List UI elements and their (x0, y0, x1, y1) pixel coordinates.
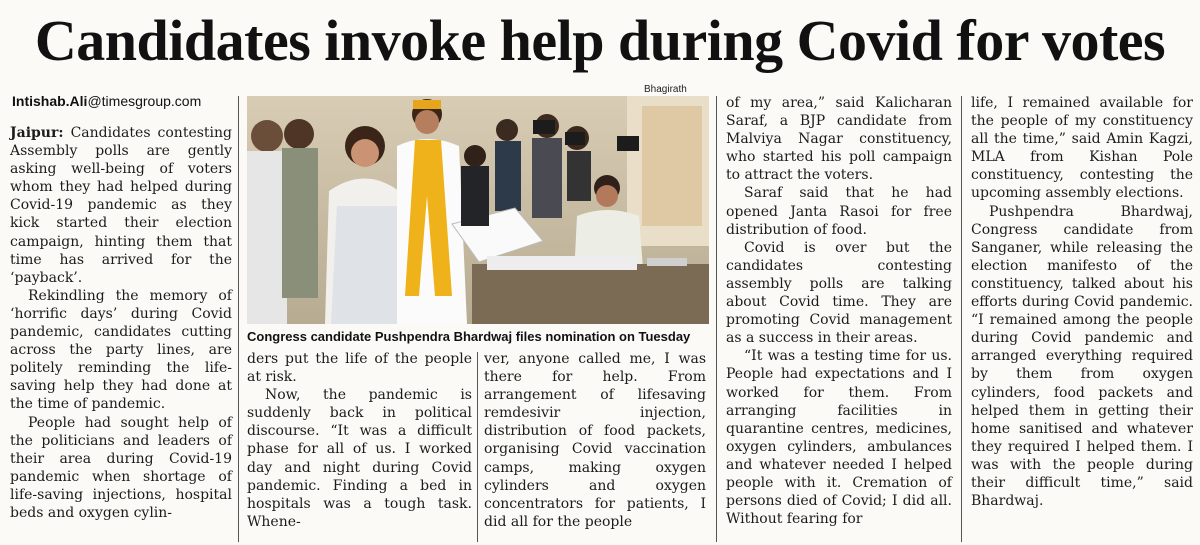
paragraph-text: Candidates contesting Assembly polls are gently asking well-being of voters whom they had helped during Covid-19 pandemic as they kick started their election campaign, hinting them that time has arrived for the ‘payback’. (10, 125, 232, 286)
paragraph: ders put the life of the people at risk. (247, 351, 472, 386)
byline-domain: @timesgroup.com (87, 93, 202, 109)
photo-caption: Congress candidate Pushpendra Bhardwaj files nomination on Tuesday (247, 329, 691, 344)
paragraph: of my area,” said Kalicharan Saraf, a BJP candidate from Malviya Nagar constituency, who started his poll campaign to attract the voters. (726, 95, 952, 184)
paragraph: Rekindling the memory of ‘horrific days’ during Covid pandemic, candidates cutting across the party lines, are politely reminding the life-saving help they had done at the time of pandemic. (10, 287, 232, 413)
column-rule (961, 96, 962, 542)
paragraph (10, 124, 232, 287)
article-column-2 (247, 350, 472, 531)
news-photo (247, 96, 709, 324)
paragraph: People had sought help of the politicians and leaders of their area during Covid-19 pandemic when shortage of life-saving injections, hospital beds and oxygen cylin- (10, 414, 232, 521)
paragraph: ver, anyone called me, I was there for help. From arrangement of lifesaving remdesivir injection, distribution of food packets, organising Covid vaccination camps, making oxygen cylinders and oxygen concentrators for patients, I did all for the people (484, 351, 706, 530)
paragraph: Pushpendra Bhardwaj, Congress candidate from Sanganer, while releasing the election manifesto of the constituency, talked about his efforts during Covid pandemic. “I remained among the people during Covid pandemic and arranged everything required by them from oxygen cylinders, food packets and helped them in getting their home sanitised and whatever they required I helped them. I was with the people during their difficult time,” said Bhardwaj. (971, 203, 1193, 510)
column-rule (238, 96, 239, 542)
article-column-1 (10, 124, 232, 522)
headline: Candidates invoke help during Covid for votes (34, 8, 1166, 73)
paragraph: Covid is over but the candidates contesting assembly polls are talking about Covid time. They are promoting Covid management as a success in their areas. (726, 239, 952, 347)
dateline: Jaipur: (10, 125, 64, 141)
paragraph: “It was a testing time for us. People had expectations and I worked for them. From arranging facilities in quarantine centres, medicines, oxygen cylinders, ambulances and whatever needed I helped people with it. Cremation of persons died of Covid; I did all. Without fearing for (726, 348, 952, 528)
column-rule (477, 352, 478, 542)
article-column-3 (484, 350, 706, 531)
byline-name: Intishab.Ali (12, 93, 88, 109)
photo-illustration (247, 96, 709, 324)
byline (12, 93, 201, 109)
article-column-4 (726, 94, 952, 528)
paragraph: Now, the pandemic is suddenly back in political discourse. “It was a difficult phase for all of us. I worked day and night during Covid pandemic. Finding a bed in hospitals was a tough task. Whene- (247, 387, 472, 530)
column-rule (716, 96, 717, 542)
photo-credit: Bhagirath (644, 84, 687, 95)
paragraph: life, I remained available for the people of my constituency all the time,” said Amin Kagzi, MLA from Kishan Pole constituency, contesting the upcoming assembly elections. (971, 95, 1193, 202)
article-column-5 (971, 94, 1193, 510)
paragraph: Saraf said that he had opened Janta Rasoi for free distribution of food. (726, 185, 952, 238)
